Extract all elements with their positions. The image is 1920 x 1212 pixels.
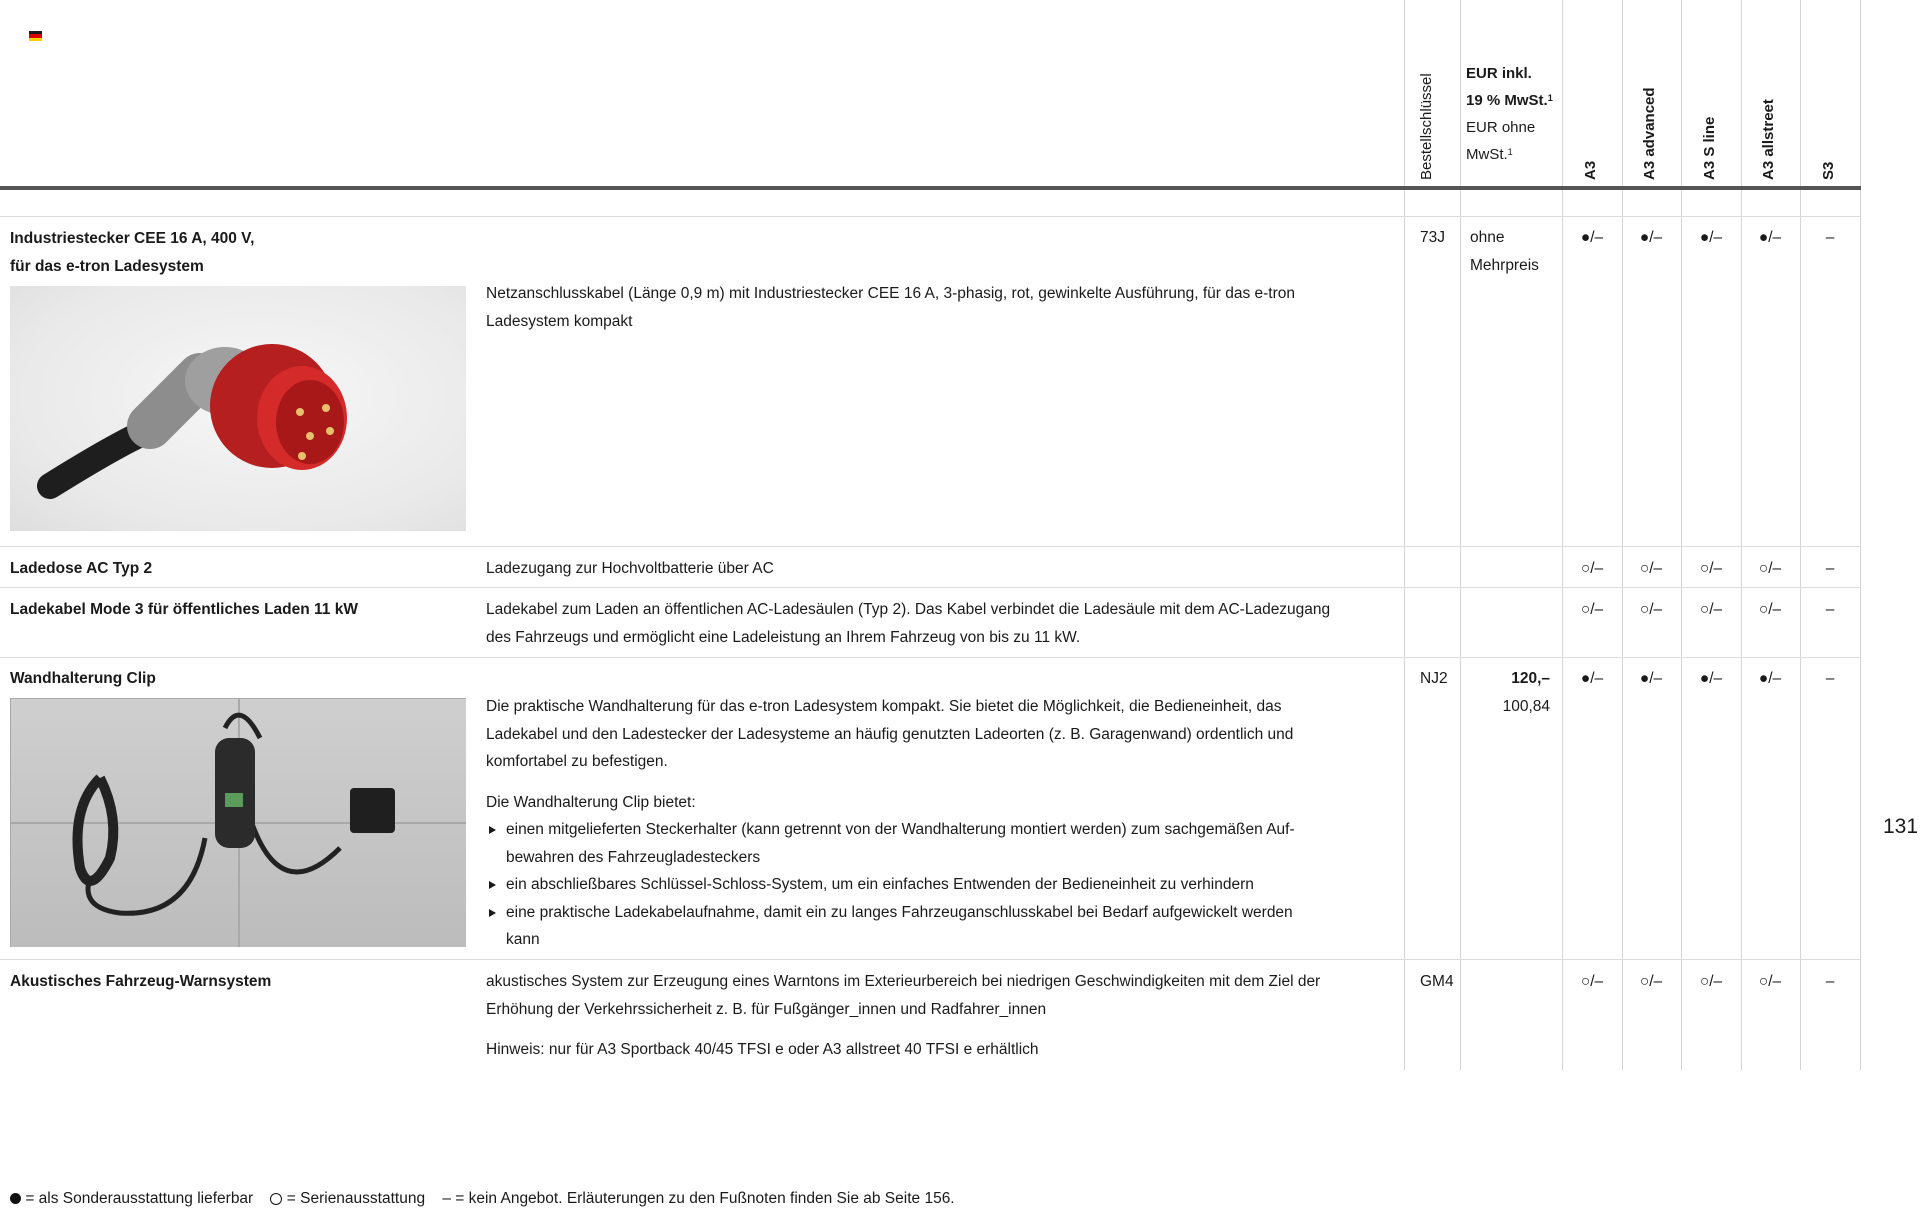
availability-mark: – — [1825, 560, 1835, 577]
row-desc-acoustic-warning: akustisches System zur Erzeugung eines Warntons im Exterieurbereich bei niedrigen Geschwindigkeiten mit dem Ziel der Erhöhung der Verkehrssicherheit z. B. für Fußgänger_innen und Radfahrer_innen Hinweis: nur für A3 Sportback 40/45 TFSI e oder A3 allstreet 40 TFSI e erhältlich — [486, 973, 1321, 1058]
header-rule — [0, 186, 1861, 190]
availability-mark: – — [1825, 601, 1835, 618]
wall-mount-image — [10, 698, 466, 947]
industrial-plug-image — [10, 286, 466, 531]
availability-mark: ○/– — [1758, 973, 1782, 990]
column-divider — [1404, 0, 1405, 1070]
availability-mark: – — [1825, 973, 1835, 990]
language-flag-icon — [29, 31, 42, 41]
row-desc-industrial-plug: Netzanschlusskabel (Länge 0,9 m) mit Industriestecker CEE 16 A, 3-phasig, rot, gewinkelte Ausführung, für das e-tron Ladesystem kompakt — [486, 285, 1295, 330]
availability-mark: ●/– — [1580, 229, 1604, 246]
row-desc-wall-mount: Die praktische Wandhalterung für das e-tron Ladesystem kompakt. Sie bietet die Möglichkeit, die Bedieneinheit, das Ladekabel und den Ladestecker der Ladesysteme an häufig genutzten Ladeorten (z. B. Garagenwand) ordentlich und komfortabel zu befestigen. Die Wandhalterung Clip bietet: einen mitgelieferten Steckerhalter (kann getrennt von der Wandhalterung montiert werden) zum sachgemäßen Auf- bewahren des Fahrzeugladesteckers ein abschließbares Schlüssel-Schloss-System, um ein einfaches Entwenden der Bedieneinheit zu verhindern eine praktische Ladekabelaufnahme, damit ein zu langes Fahrzeuganschlusskabel bei Bedarf aufgewickelt werden kann — [486, 693, 1386, 954]
filled-dot-icon — [10, 1193, 21, 1204]
availability-mark: ●/– — [1639, 670, 1663, 687]
availability-mark: ○/– — [1580, 601, 1604, 618]
row-title-mode3-cable: Ladekabel Mode 3 für öffentliches Laden 11 kW — [10, 601, 358, 618]
availability-mark: – — [1825, 670, 1835, 687]
ring-icon — [270, 1193, 282, 1205]
price-cell: 120,– 100,84 — [1502, 670, 1550, 715]
availability-mark: – — [1825, 229, 1835, 246]
column-divider — [1800, 0, 1801, 1070]
feature-list — [486, 816, 1386, 954]
availability-mark: ○/– — [1580, 973, 1604, 990]
column-divider — [1460, 0, 1461, 1070]
column-divider — [1741, 0, 1742, 1070]
header-price: EUR inkl. 19 % MwSt.$^1$ EUR ohne MwSt.$^1$ — [1466, 65, 1553, 163]
availability-mark: ○/– — [1758, 560, 1782, 577]
row-divider — [0, 657, 1861, 658]
order-code: NJ2 — [1420, 670, 1448, 687]
availability-mark: ●/– — [1758, 670, 1782, 687]
availability-mark: ●/– — [1758, 229, 1782, 246]
row-title-acoustic-warning: Akustisches Fahrzeug-Warnsystem — [10, 973, 272, 990]
row-title-ac-socket: Ladedose AC Typ 2 — [10, 560, 153, 577]
availability-mark: ●/– — [1699, 229, 1723, 246]
list-item: ein abschließbares Schlüssel-Schloss-System, um ein einfaches Entwenden der Bedieneinheit zu verhindern — [486, 871, 1386, 899]
column-divider — [1860, 0, 1861, 1070]
order-code: GM4 — [1420, 973, 1454, 990]
availability-mark: ●/– — [1639, 229, 1663, 246]
row-divider — [0, 587, 1861, 588]
row-divider — [0, 216, 1861, 217]
availability-mark: ●/– — [1580, 670, 1604, 687]
availability-mark: ○/– — [1699, 560, 1723, 577]
row-title-wall-mount: Wandhalterung Clip — [10, 670, 156, 687]
row-divider — [0, 546, 1861, 547]
availability-mark: ○/– — [1639, 973, 1663, 990]
availability-mark: ○/– — [1699, 973, 1723, 990]
legend: = als Sonderausstattung lieferbar = Serienausstattung – = kein Angebot. Erläuterungen zu den Fußnoten finden Sie ab Seite 156. — [10, 1190, 955, 1208]
list-item: einen mitgelieferten Steckerhalter (kann getrennt von der Wandhalterung montiert werden) zum sachgemäßen Auf- bewahren des Fahrzeugladesteckers — [486, 816, 1386, 871]
column-divider — [1681, 0, 1682, 1070]
availability-mark: ○/– — [1758, 601, 1782, 618]
row-desc-ac-socket: Ladezugang zur Hochvoltbatterie über AC — [486, 560, 774, 577]
list-item: eine praktische Ladekabelaufnahme, damit ein zu langes Fahrzeuganschlusskabel bei Bedarf aufgewickelt werden kann — [486, 899, 1386, 954]
row-desc-mode3-cable: Ladekabel zum Laden an öffentlichen AC-Ladesäulen (Typ 2). Das Kabel verbindet die Ladesäule mit dem AC-Ladezugang des Fahrzeugs und ermöglicht eine Ladeleistung an Ihrem Fahrzeug von bis zu 11 kW. — [486, 601, 1331, 646]
row-divider — [0, 959, 1861, 960]
availability-mark: ○/– — [1639, 601, 1663, 618]
column-divider — [1622, 0, 1623, 1070]
availability-mark: ○/– — [1639, 560, 1663, 577]
order-code: 73J — [1420, 229, 1445, 246]
row-title-industrial-plug: Industriestecker CEE 16 A, 400 V, für das e-tron Ladesystem — [10, 230, 255, 275]
availability-mark: ○/– — [1699, 601, 1723, 618]
availability-mark: ○/– — [1580, 560, 1604, 577]
availability-mark: ●/– — [1699, 670, 1723, 687]
page-number: 131 — [1883, 815, 1919, 838]
price-cell: ohne Mehrpreis — [1470, 229, 1539, 274]
